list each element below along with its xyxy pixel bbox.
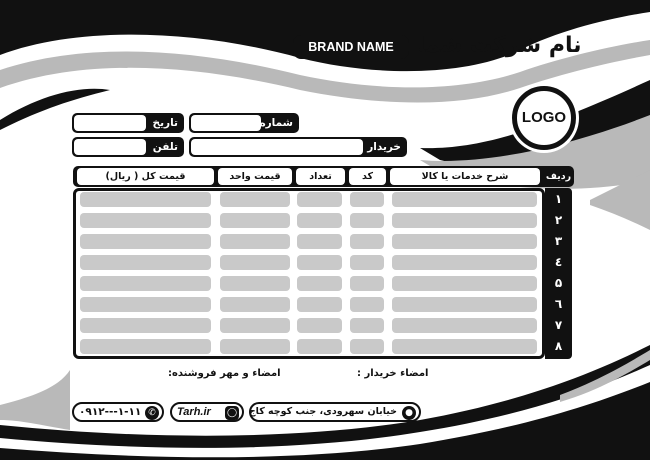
cell-total-price[interactable] (80, 297, 211, 312)
cell-description[interactable] (392, 339, 537, 354)
col-header-description: شرح خدمات یا کالا (390, 168, 540, 185)
cell-quantity[interactable] (297, 234, 342, 249)
cell-unit-price[interactable] (220, 213, 290, 228)
col-header-total-price: قیمت کل ( ریال) (77, 168, 214, 185)
logo-text: LOGO (521, 109, 567, 126)
cell-unit-price[interactable] (220, 297, 290, 312)
seller-signature-label: امضاء و مهر فروشنده: (168, 368, 281, 379)
phone-label: تلفن (152, 141, 178, 153)
col-header-row: ردیف (545, 171, 572, 182)
number-input[interactable] (191, 115, 261, 131)
cell-unit-price[interactable] (220, 339, 290, 354)
row-number: ۸ (554, 339, 563, 353)
date-input[interactable] (74, 115, 146, 131)
cell-code[interactable] (350, 255, 384, 270)
col-header-quantity: تعداد (296, 168, 345, 185)
cell-quantity[interactable] (297, 213, 342, 228)
cell-description[interactable] (392, 234, 537, 249)
cell-quantity[interactable] (297, 255, 342, 270)
cell-code[interactable] (350, 234, 384, 249)
cell-code[interactable] (350, 339, 384, 354)
cell-description[interactable] (392, 213, 537, 228)
instagram-icon: ◯ (226, 408, 238, 418)
number-label: شماره (259, 117, 293, 129)
number-field[interactable] (189, 113, 299, 133)
phone-icon: ✆ (145, 406, 159, 420)
cell-description[interactable] (392, 276, 537, 291)
brand-name-badge: BRAND NAME (293, 35, 409, 59)
phone-field[interactable] (72, 137, 184, 157)
cell-quantity[interactable] (297, 276, 342, 291)
buyer-signature-label: امضاء خریدار : (357, 368, 429, 379)
cell-quantity[interactable] (297, 318, 342, 333)
cell-total-price[interactable] (80, 234, 211, 249)
cell-code[interactable] (350, 297, 384, 312)
date-label: تاریخ (152, 117, 178, 129)
cell-code[interactable] (350, 276, 384, 291)
cell-quantity[interactable] (297, 297, 342, 312)
row-number: ۷ (554, 318, 563, 332)
cell-total-price[interactable] (80, 339, 211, 354)
cell-total-price[interactable] (80, 276, 211, 291)
cell-total-price[interactable] (80, 318, 211, 333)
col-header-unit-price: قیمت واحد (218, 168, 292, 185)
row-number: ٤ (554, 255, 563, 269)
cell-code[interactable] (350, 318, 384, 333)
address-text: خیابان سهرودی، جنب کوچه کاج (248, 406, 397, 417)
cell-unit-price[interactable] (220, 255, 290, 270)
phone-text[interactable]: ۰۹۱۲---۱-۱۱ (79, 406, 142, 418)
address-pill (249, 402, 421, 422)
row-number: ۲ (554, 213, 563, 227)
company-name: نام شرکت شما (417, 33, 582, 58)
buyer-field[interactable] (189, 137, 407, 157)
cell-unit-price[interactable] (220, 234, 290, 249)
cell-code[interactable] (350, 213, 384, 228)
row-number: ۱ (554, 192, 563, 206)
cell-description[interactable] (392, 255, 537, 270)
buyer-label: خریدار (367, 141, 401, 153)
cell-total-price[interactable] (80, 192, 211, 207)
phone-input[interactable] (74, 139, 146, 155)
date-field[interactable] (72, 113, 184, 133)
cell-unit-price[interactable] (220, 192, 290, 207)
logo-circle (512, 86, 576, 150)
cell-total-price[interactable] (80, 213, 211, 228)
phone-pill[interactable] (72, 402, 164, 422)
buyer-input[interactable] (191, 139, 363, 155)
cell-code[interactable] (350, 192, 384, 207)
cell-quantity[interactable] (297, 339, 342, 354)
cell-description[interactable] (392, 192, 537, 207)
row-number: ٦ (554, 297, 563, 311)
cell-unit-price[interactable] (220, 276, 290, 291)
cell-description[interactable] (392, 297, 537, 312)
website-text[interactable]: Tarh.ir (177, 406, 211, 418)
cell-quantity[interactable] (297, 192, 342, 207)
row-number: ۵ (554, 276, 563, 290)
cell-total-price[interactable] (80, 255, 211, 270)
col-header-code: کد (349, 168, 386, 185)
cell-unit-price[interactable] (220, 318, 290, 333)
row-number: ۳ (554, 234, 563, 248)
cell-description[interactable] (392, 318, 537, 333)
location-pin-icon: ● (402, 406, 416, 420)
website-pill[interactable] (170, 402, 244, 422)
